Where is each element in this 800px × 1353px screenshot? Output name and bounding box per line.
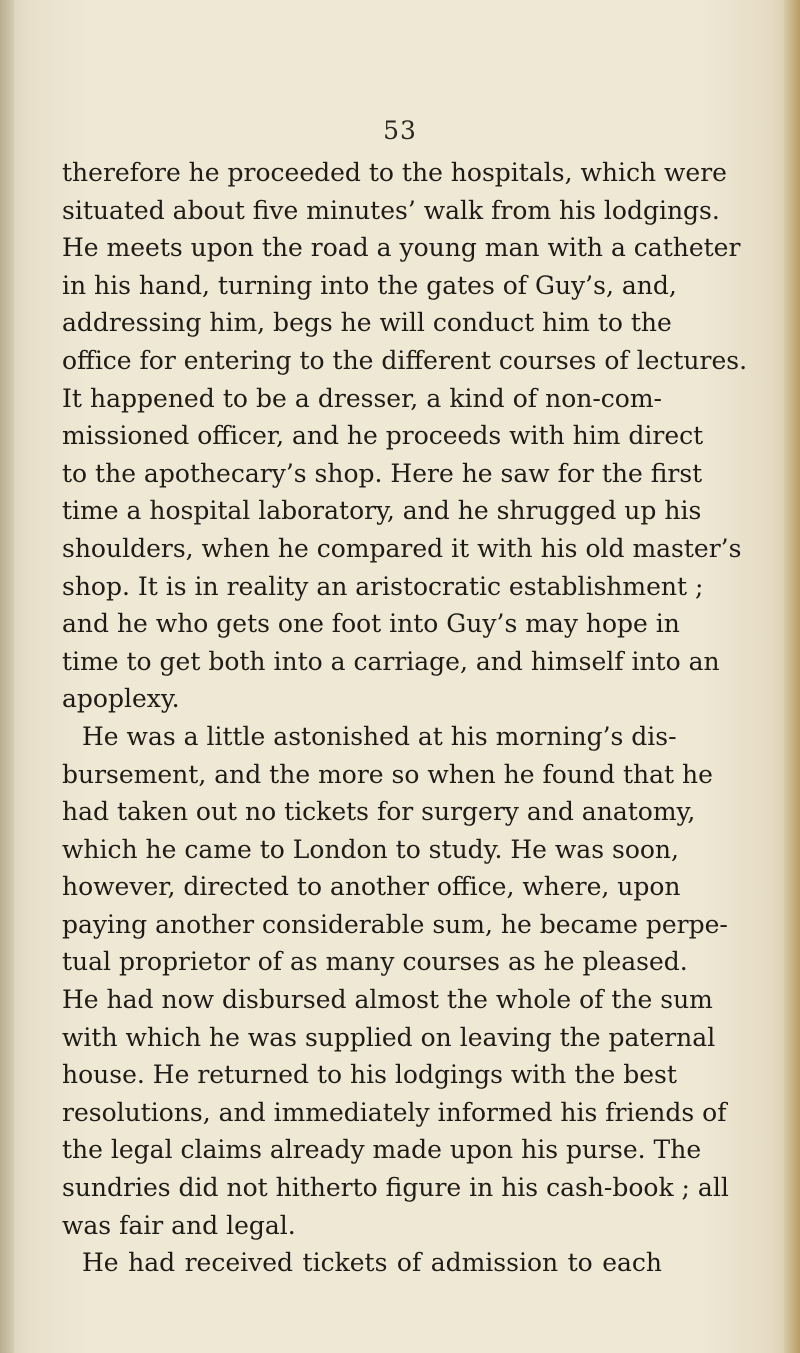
text-line: therefore he proceeded to the hospitals, which were	[62, 158, 727, 187]
text-line: addressing him, begs he will conduct him to the	[62, 308, 672, 338]
text-line: the legal claims already made upon his purse. The	[62, 1135, 702, 1165]
text-line: He meets upon the road a young man with a catheter	[62, 233, 741, 263]
text-line: shoulders, when he compared it with his old master’s	[62, 533, 742, 563]
text-line: apoplexy.	[62, 684, 180, 714]
text-line: however, directed to another office, where, upon	[62, 872, 681, 902]
text-line: He had now disbursed almost the whole of the sum	[62, 985, 713, 1015]
text-line: had taken out no tickets for surgery and anatomy,	[62, 797, 696, 827]
text-line: shop. It is in reality an aristocratic establishment ;	[62, 571, 704, 601]
text-line: tual proprietor of as many courses as he pleased.	[62, 947, 688, 977]
text-line: He was a little astonished at his morning’s dis-	[82, 721, 677, 751]
text-line: sundries did not hitherto figure in his cash-book ; all	[62, 1173, 729, 1203]
text-line: situated about five minutes’ walk from his lodgings.	[62, 195, 720, 225]
text-line: which he came to London to study. He was soon,	[62, 834, 679, 864]
text-line: bursement, and the more so when he found that he	[62, 759, 713, 789]
text-line: time to get both into a carriage, and himself into an	[62, 646, 720, 676]
text-line: He had received tickets of admission to each	[82, 1248, 662, 1278]
text-line: resolutions, and immediately informed his friends of	[62, 1097, 727, 1127]
text-line: time a hospital laboratory, and he shrugged up his	[62, 496, 702, 526]
text-line: and he who gets one foot into Guy’s may hope in	[62, 609, 680, 639]
page-left-edge	[0, 0, 14, 1353]
text-line: It happened to be a dresser, a kind of non-com-	[62, 383, 662, 413]
page-right-edge	[784, 0, 800, 1353]
body-text	[62, 154, 748, 1282]
text-line: paying another considerable sum, he became perpe-	[62, 909, 728, 939]
text-line: in his hand, turning into the gates of Guy’s, and,	[62, 270, 677, 300]
text-line: to the apothecary’s shop. Here he saw for the first	[62, 458, 703, 488]
text-line: missioned officer, and he proceeds with him direct	[62, 421, 704, 451]
text-line: house. He returned to his lodgings with the best	[62, 1060, 677, 1090]
page-number: 53	[383, 116, 417, 145]
text-line: with which he was supplied on leaving the paternal	[62, 1022, 716, 1052]
text-line: office for entering to the different courses of lectures.	[62, 345, 748, 375]
text-line: was fair and legal.	[62, 1210, 296, 1240]
